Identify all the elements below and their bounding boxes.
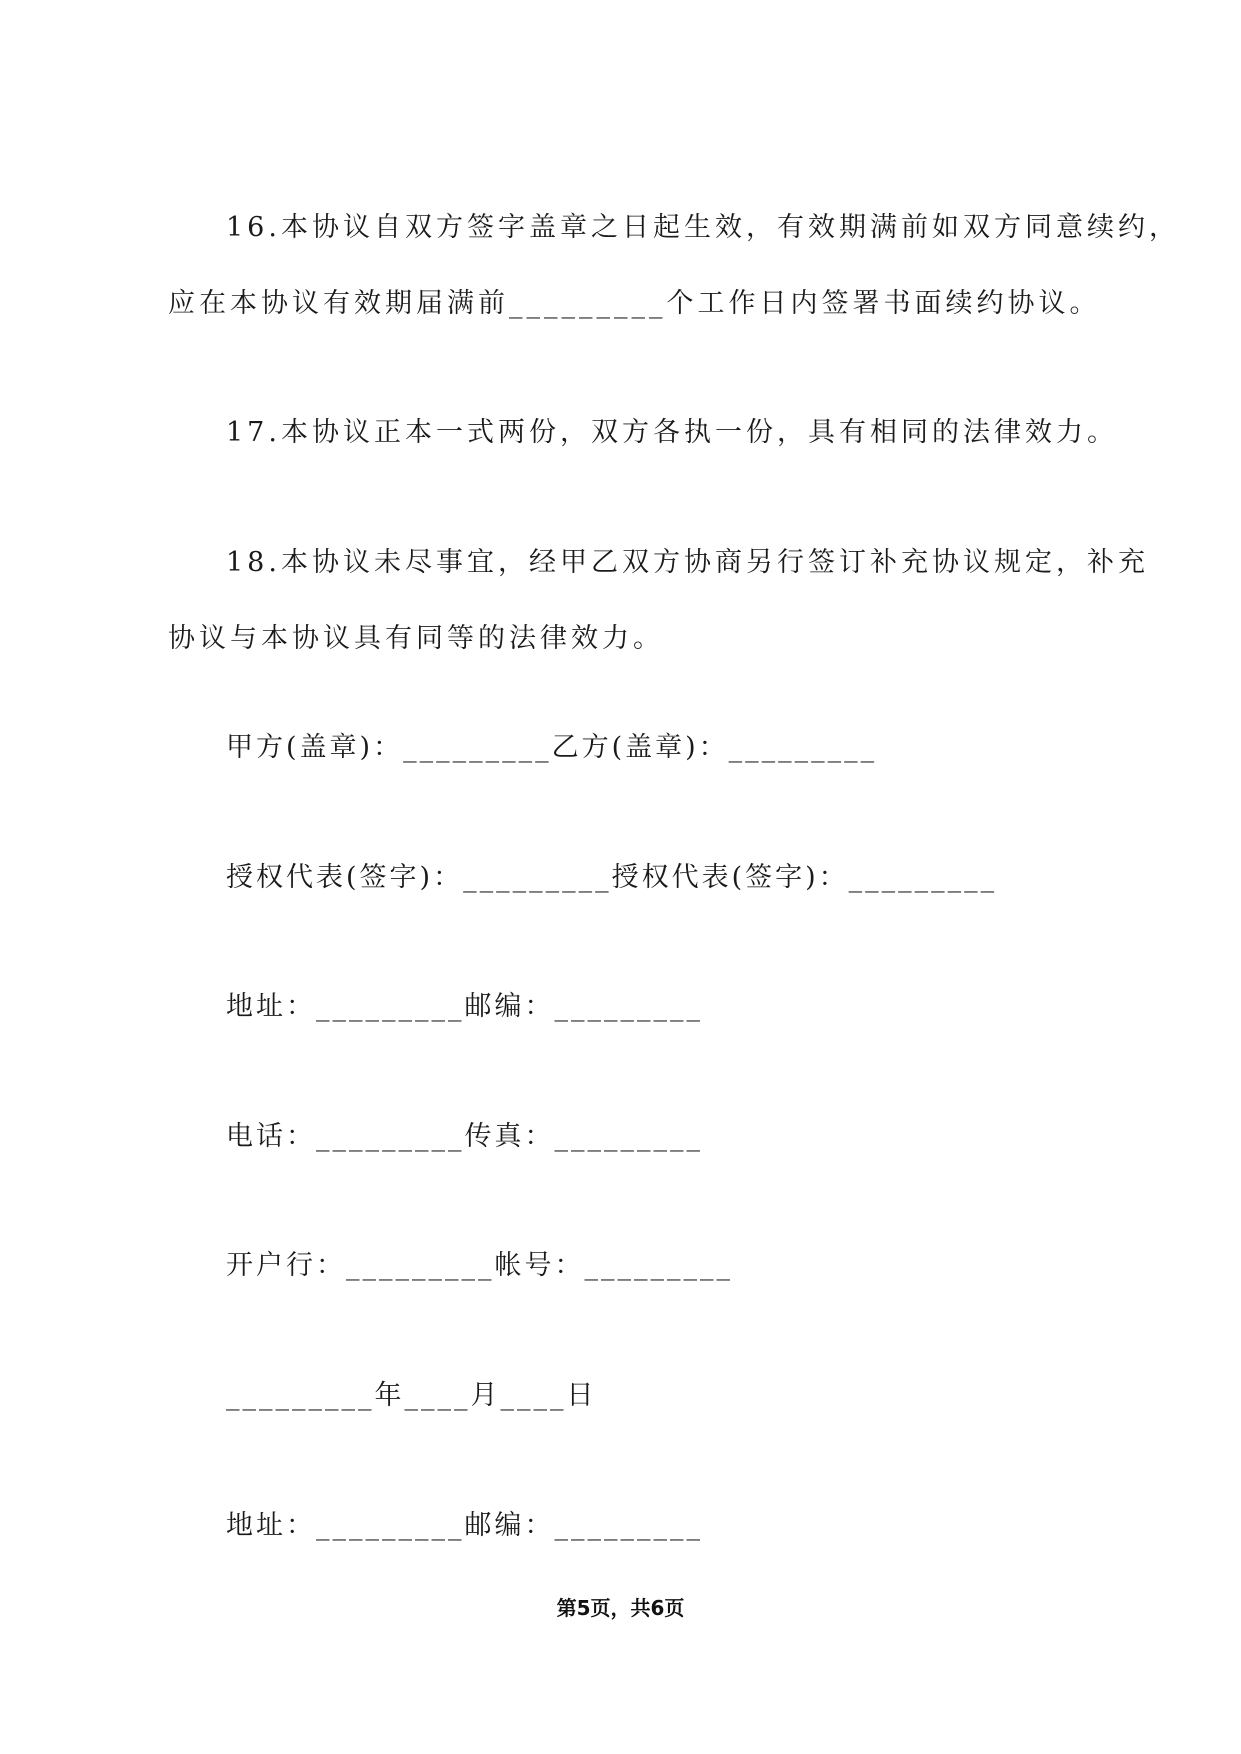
seal-line: 甲方(盖章)：_________乙方(盖章)：_________ — [226, 732, 878, 763]
date-line: _________年____月____日 — [226, 1380, 597, 1411]
clause-17-line-1: 17.本协议正本一式两份，双方各执一份，具有相同的法律效力。 — [226, 417, 1118, 448]
address-line-1: 地址：_________邮编：_________ — [226, 991, 703, 1022]
clause-17 — [168, 395, 1118, 471]
clause-16 — [168, 190, 1180, 342]
clause-16-line-2: 应在本协议有效期届满前_________个工作日内签署书面续约协议。 — [168, 288, 1101, 319]
page-footer: 第5页，共6页 — [556, 1596, 685, 1620]
clause-18-line-1: 18.本协议未尽事宜，经甲乙双方协商另行签订补充协议规定，补充 — [226, 547, 1149, 578]
clause-16-line-1: 16.本协议自双方签字盖章之日起生效，有效期满前如双方同意续约， — [226, 212, 1180, 243]
phone-line: 电话：_________传真：_________ — [226, 1121, 703, 1152]
address-line-2: 地址：_________邮编：_________ — [226, 1510, 703, 1541]
clause-18-line-2: 协议与本协议具有同等的法律效力。 — [168, 623, 664, 654]
clause-18 — [168, 525, 1149, 677]
representative-line: 授权代表(签字)：_________授权代表(签字)：_________ — [226, 862, 998, 893]
bank-line: 开户行：_________帐号：_________ — [226, 1250, 733, 1281]
